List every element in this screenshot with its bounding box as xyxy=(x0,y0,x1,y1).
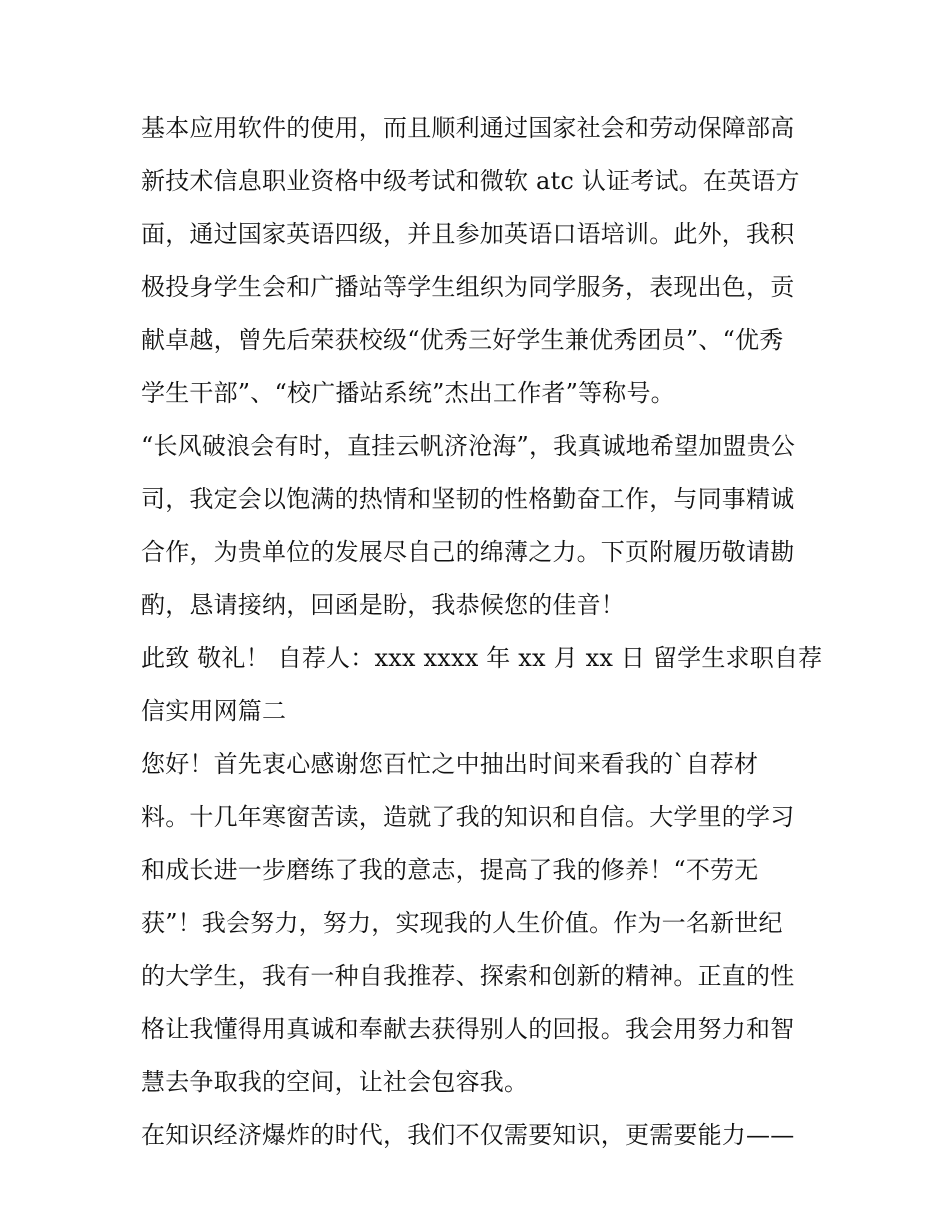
text-line: 极投身学生会和广播站等学生组织为同学服务，表现出色，贡 xyxy=(141,273,795,301)
text-line: 献卓越，曾先后荣获校级“优秀三好学生兼优秀团员”、“优秀 xyxy=(141,326,784,354)
text-line: 新技术信息职业资格中级考试和微软 atc 认证考试。在英语方 xyxy=(141,167,800,195)
text-line: 的大学生，我有一种自我推荐、探索和创新的精神。正直的性 xyxy=(141,962,795,990)
text-line: 信实用网篇二 xyxy=(141,697,287,725)
text-line: 料。十几年寒窗苦读，造就了我的知识和自信。大学里的学习 xyxy=(141,803,795,831)
text-line: 您好！首先衷心感谢您百忙之中抽出时间来看我的`自荐材 xyxy=(141,750,759,778)
text-line: 在知识经济爆炸的时代，我们不仅需要知识，更需要能力—— xyxy=(141,1121,795,1149)
text-line: 酌，恳请接纳，回函是盼，我恭候您的佳音！ xyxy=(141,591,625,619)
text-line: 和成长进一步磨练了我的意志，提高了我的修养！“不劳无 xyxy=(141,856,759,884)
text-line: 司，我定会以饱满的热情和坚韧的性格勤奋工作，与同事精诚 xyxy=(141,485,795,513)
text-line: 获”！我会努力，努力，实现我的人生价值。作为一名新世纪 xyxy=(141,909,783,937)
text-line: 格让我懂得用真诚和奉献去获得别人的回报。我会用努力和智 xyxy=(141,1015,795,1043)
text-line: “长风破浪会有时，直挂云帆济沧海”，我真诚地希望加盟贵公 xyxy=(141,432,796,460)
text-line: 基本应用软件的使用，而且顺利通过国家社会和劳动保障部高 xyxy=(141,114,795,142)
text-line: 此致 敬礼！ 自荐人：xxx xxxx 年 xx 月 xx 日 留学生求职自荐 xyxy=(141,644,823,672)
text-line: 合作，为贵单位的发展尽自己的绵薄之力。下页附履历敬请勘 xyxy=(141,538,795,566)
text-line: 面，通过国家英语四级，并且参加英语口语培训。此外，我积 xyxy=(141,220,795,248)
text-line: 慧去争取我的空间，让社会包容我。 xyxy=(141,1068,529,1096)
text-line: 学生干部”、“校广播站系统”杰出工作者”等称号。 xyxy=(141,379,675,407)
